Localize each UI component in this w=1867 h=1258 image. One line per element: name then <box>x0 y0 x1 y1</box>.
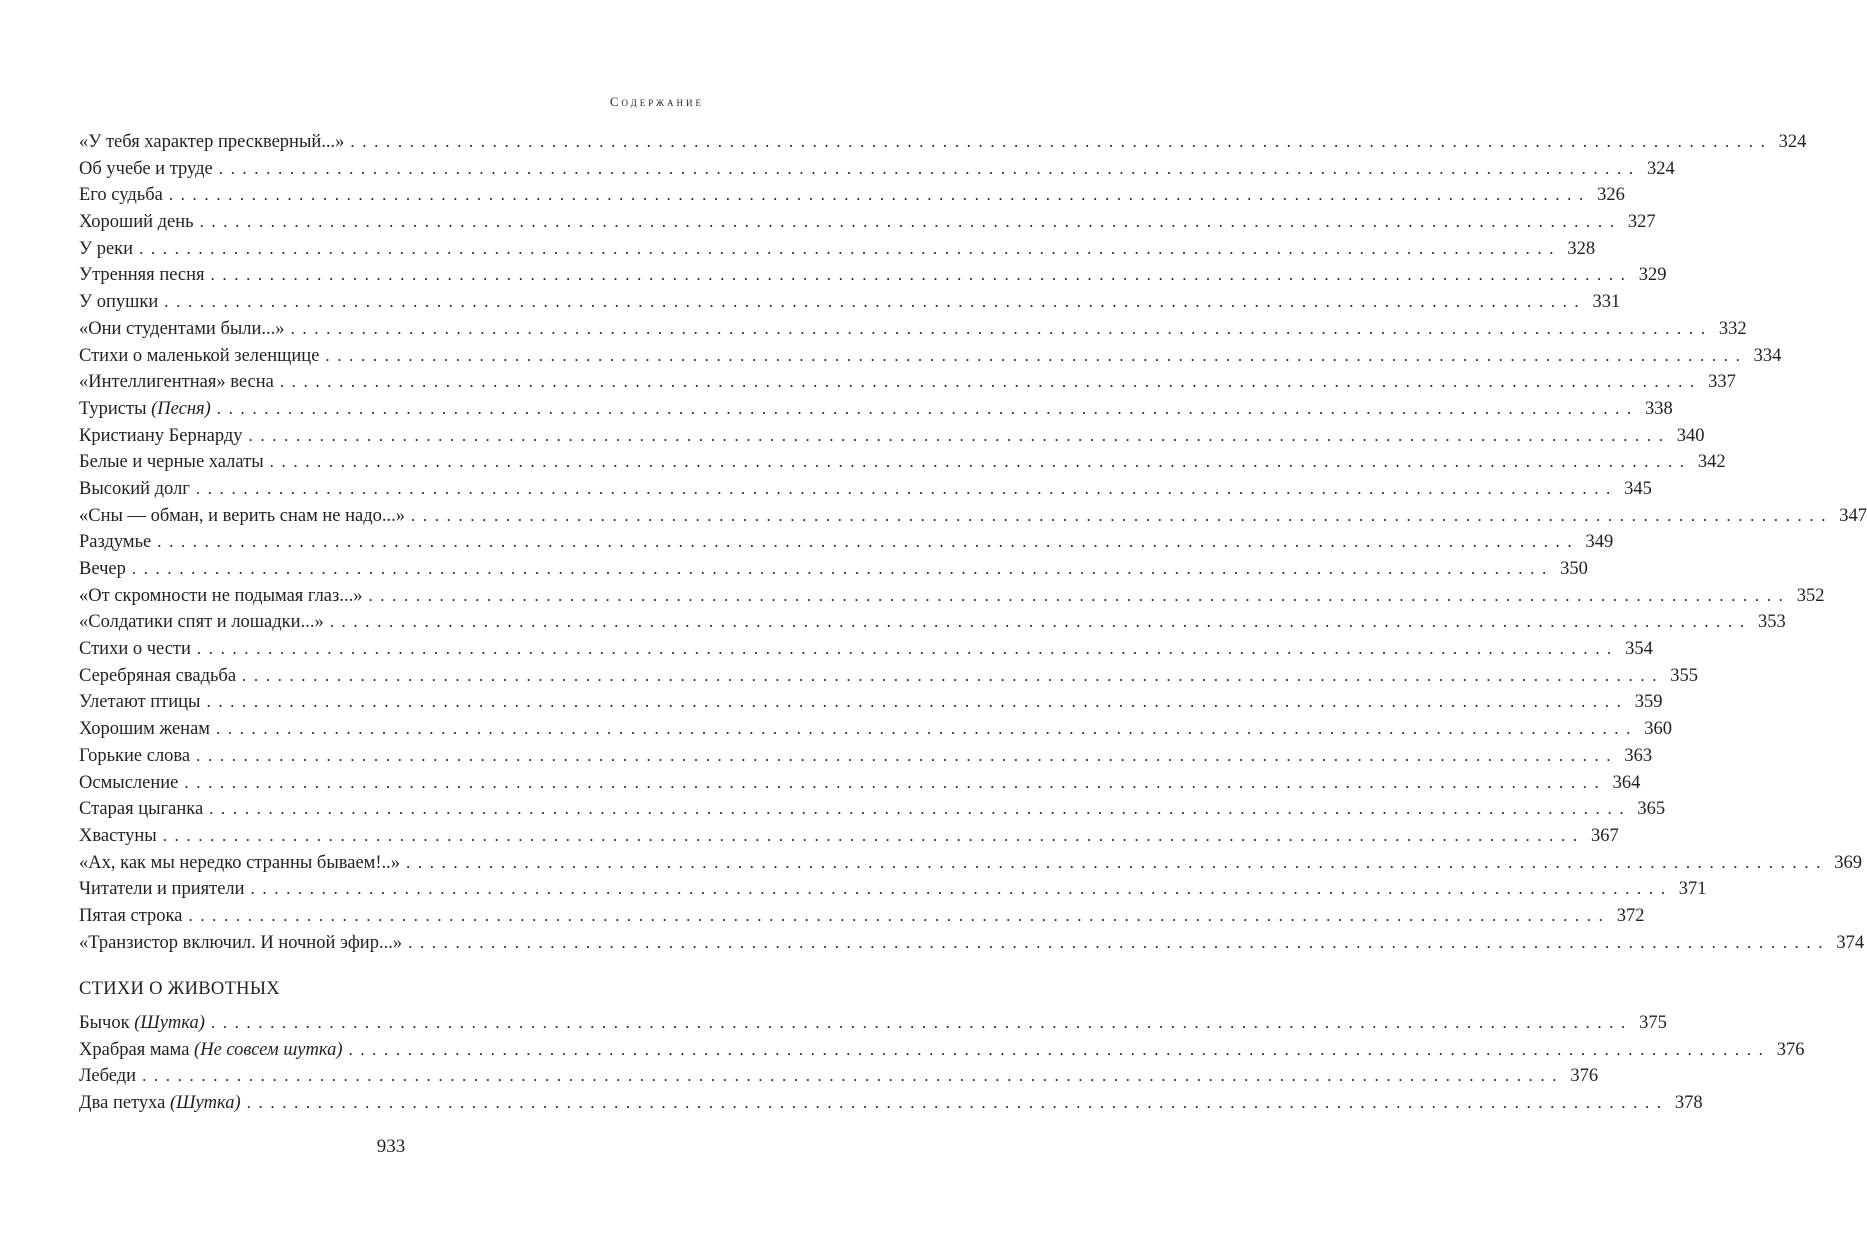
toc-entry-page: 327 <box>1627 212 1656 233</box>
toc-entry-title <box>79 903 182 930</box>
toc-entry-title-text: Читатели и приятели <box>79 879 245 900</box>
toc-entry-page: 337 <box>1708 372 1736 393</box>
toc-entry-title-text: Стихи о маленькой зеленщице <box>79 345 320 366</box>
toc-entry-page: 374 <box>1836 932 1865 953</box>
toc-entry-title-text: Туристы <box>79 398 147 419</box>
toc-entry-title-text: Осмысление <box>79 772 179 793</box>
toc-entry-page: 365 <box>1637 799 1666 820</box>
toc-entry-title-text: Утренняя песня <box>79 265 205 286</box>
toc-entry-title-text: Раздумье <box>79 532 152 553</box>
toc-entry-page: 364 <box>1612 772 1641 793</box>
dot-leader: ........................................................................................................................ <box>348 1039 1771 1059</box>
toc-entry-title-text: Два петуха <box>79 1093 166 1114</box>
toc-entry-title-text: Стихи о чести <box>79 639 191 660</box>
toc-entry-page: 355 <box>1670 665 1699 686</box>
toc-entry-title <box>79 609 324 636</box>
toc-entry-title-text: Улетают птицы <box>79 692 201 713</box>
toc-entry-title <box>79 770 178 797</box>
toc-entry <box>79 930 1865 957</box>
dot-leader: ........................................................................................................................ <box>196 639 1619 659</box>
toc-entry-page: 376 <box>1570 1066 1599 1087</box>
toc-entry-page: 326 <box>1597 185 1625 206</box>
toc-entry-subtitle: (Шутка) <box>134 1013 205 1033</box>
toc-entry-title-text: Храбрая мама <box>79 1039 190 1060</box>
toc-entry-title <box>79 129 344 156</box>
toc-entry-title <box>79 876 245 903</box>
toc-entry <box>79 1037 1805 1064</box>
section-heading: СТИХИ О ЖИВОТНЫХ <box>79 979 280 999</box>
toc-entry-page: 338 <box>1645 398 1673 419</box>
page-number: 933 <box>376 1136 406 1157</box>
toc-entry <box>79 476 1652 503</box>
toc-entry-title <box>79 262 205 289</box>
toc-entry-title-text: Бычок <box>79 1013 130 1033</box>
toc-entry-title <box>79 209 194 236</box>
dot-leader: ........................................................................................................................ <box>139 238 1562 258</box>
dot-leader: ........................................................................................................................ <box>164 292 1587 312</box>
toc-entry-title-text: «Они студентами были...» <box>79 318 285 339</box>
toc-entry-page: 360 <box>1644 719 1672 740</box>
dot-leader: ........................................................................................................................ <box>216 398 1639 418</box>
toc-entry-title <box>79 689 200 716</box>
toc-entry-page: 375 <box>1639 1013 1667 1033</box>
toc-entry-title <box>79 476 190 503</box>
toc-entry-title-text: Его судьба <box>79 185 163 206</box>
toc-entry <box>79 529 1614 556</box>
toc-list-animals <box>79 1010 1805 1117</box>
toc-entry <box>79 743 1653 770</box>
toc-entry <box>79 209 1656 236</box>
toc-entry-title-text: Серебряная свадьба <box>79 665 237 686</box>
dot-leader: ........................................................................................................................ <box>290 318 1713 338</box>
toc-entry <box>79 823 1619 850</box>
dot-leader: ........................................................................................................................ <box>184 772 1607 792</box>
toc-entry-title-text: Пятая строка <box>79 905 183 926</box>
toc-entry-title <box>79 423 243 450</box>
dot-leader: ........................................................................................................................ <box>279 372 1702 392</box>
toc-entry-page: 332 <box>1718 318 1747 339</box>
toc-entry-title-text: Об учебе и труде <box>79 158 213 179</box>
dot-leader: ........................................................................................................................ <box>269 452 1692 472</box>
toc-entry <box>79 316 1747 343</box>
toc-entry-title-text: «Интеллигентная» весна <box>79 372 274 393</box>
toc-entry-title <box>79 636 191 663</box>
dot-leader: ........................................................................................................................ <box>168 185 1591 205</box>
dot-leader: ........................................................................................................................ <box>248 425 1671 445</box>
toc-entry-title <box>79 236 133 263</box>
toc-entry <box>79 182 1625 209</box>
toc-entry-page: 350 <box>1560 559 1588 579</box>
toc-entry-page: 372 <box>1616 905 1645 926</box>
toc-entry-title <box>79 1063 136 1090</box>
toc-entry <box>79 369 1736 396</box>
dot-leader: ........................................................................................................................ <box>218 158 1641 178</box>
dot-leader: ........................................................................................................................ <box>157 532 1580 552</box>
toc-entry-page: 324 <box>1778 132 1807 152</box>
toc-entry-page: 371 <box>1678 879 1707 900</box>
toc-entry-title <box>79 556 126 583</box>
toc-entry-title-text: Горькие слова <box>79 745 191 766</box>
toc-entry-title-text: «Транзистор включил. И ночной эфир...» <box>79 932 403 953</box>
toc-entry <box>79 343 1782 370</box>
dot-leader: ........................................................................................................................ <box>142 1066 1565 1086</box>
toc-entry <box>79 663 1699 690</box>
dot-leader: ........................................................................................................................ <box>242 665 1665 685</box>
toc-entry-page: 369 <box>1834 852 1863 873</box>
running-head: Содержание <box>609 94 704 109</box>
toc-entry-title <box>79 930 402 957</box>
toc-entry-page: 331 <box>1592 292 1621 313</box>
toc-entry-title <box>79 182 163 209</box>
toc-entry-title <box>79 743 190 770</box>
dot-leader: ........................................................................................................................ <box>250 879 1673 899</box>
toc-entry-title-text: Старая цыганка <box>79 799 204 820</box>
toc-entry-title-text: «У тебя характер прескверный...» <box>79 132 345 152</box>
toc-entry <box>79 609 1786 636</box>
toc-entry-title <box>79 449 264 476</box>
toc-entry-title <box>79 1010 205 1037</box>
toc-entry-title-text: Хвастуны <box>79 825 157 846</box>
toc-entry <box>79 396 1673 423</box>
toc-entry-page: 328 <box>1567 238 1596 259</box>
toc-entry-title-text: Высокий долг <box>79 478 190 499</box>
dot-leader: ........................................................................................................................ <box>408 932 1831 952</box>
toc-entry-title <box>79 796 203 823</box>
toc-entry-title-text: «От скромности не подымая глаз...» <box>79 585 363 606</box>
toc-entry-title <box>79 1037 342 1064</box>
toc-entry-title <box>79 369 274 396</box>
toc-entry-title-text: У реки <box>79 238 134 259</box>
toc-entry <box>79 129 1807 156</box>
toc-entry-title <box>79 529 151 556</box>
dot-leader: ........................................................................................................................ <box>350 132 1773 151</box>
toc-entry-title <box>79 850 400 877</box>
toc-entry-title <box>79 1090 241 1117</box>
dot-leader: ........................................................................................................................ <box>195 478 1618 498</box>
dot-leader: ........................................................................................................................ <box>210 1013 1633 1032</box>
toc-entry <box>79 770 1641 797</box>
toc-entry-page: 367 <box>1590 825 1619 846</box>
dot-leader: ........................................................................................................................ <box>216 719 1638 739</box>
toc-entry <box>79 876 1707 903</box>
dot-leader: ........................................................................................................................ <box>210 265 1633 285</box>
toc-entry-page: 334 <box>1753 345 1782 366</box>
toc-entry <box>79 689 1663 716</box>
dot-leader: ........................................................................................................................ <box>246 1093 1669 1113</box>
toc-entry <box>79 423 1705 450</box>
dot-leader: ........................................................................................................................ <box>188 905 1611 925</box>
dot-leader: ........................................................................................................................ <box>206 692 1629 712</box>
toc-entry <box>79 289 1621 316</box>
toc-entry <box>79 850 1863 877</box>
toc-entry <box>79 583 1825 610</box>
toc-entry-title <box>79 823 157 850</box>
toc-entry <box>79 156 1675 183</box>
toc-entry-title-text: «Сны — обман, и верить снам не надо...» <box>79 505 406 526</box>
toc-list-main <box>79 129 1867 956</box>
toc-entry-title <box>79 583 362 610</box>
toc-entry-page: 342 <box>1697 452 1726 473</box>
dot-leader: ........................................................................................................................ <box>329 612 1752 632</box>
toc-entry <box>79 262 1667 289</box>
dot-leader: ........................................................................................................................ <box>368 585 1791 605</box>
toc-entry-page: 353 <box>1757 612 1786 633</box>
toc-entry-subtitle: (Шутка) <box>170 1093 241 1114</box>
toc-entry <box>79 1090 1703 1117</box>
toc-entry-subtitle: (Не совсем шутка) <box>194 1039 343 1060</box>
toc-entry-title <box>79 663 236 690</box>
dot-leader: ........................................................................................................................ <box>162 825 1585 845</box>
toc-entry-title-text: Вечер <box>79 559 126 579</box>
toc-entry-title-text: Хорошим женам <box>79 719 210 740</box>
toc-entry-title-text: «Солдатики спят и лошадки...» <box>79 612 324 633</box>
toc-entry-title-text: «Ах, как мы нередко странны бываем!..» <box>79 852 401 873</box>
dot-leader: ........................................................................................................................ <box>411 505 1834 525</box>
dot-leader: ........................................................................................................................ <box>325 345 1748 365</box>
toc-entry-title <box>79 396 211 423</box>
toc-entry-title-text: Лебеди <box>79 1066 137 1087</box>
toc-entry-title-text: У опушки <box>79 292 159 313</box>
toc-entry-title <box>79 343 319 370</box>
dot-leader: ........................................................................................................................ <box>199 212 1622 232</box>
toc-entry <box>79 1063 1599 1090</box>
toc-entry-title-text: Белые и черные халаты <box>79 452 264 473</box>
toc-entry-page: 347 <box>1839 505 1867 526</box>
toc-entry <box>79 236 1596 263</box>
toc-entry-page: 349 <box>1585 532 1614 553</box>
dot-leader: ........................................................................................................................ <box>196 745 1619 765</box>
toc-entry-title <box>79 716 210 743</box>
toc-entry-subtitle: (Песня) <box>151 398 211 419</box>
dot-leader: ........................................................................................................................ <box>209 799 1632 819</box>
toc-entry <box>79 503 1867 530</box>
toc-entry-page: 324 <box>1646 158 1675 179</box>
toc-entry <box>79 556 1588 583</box>
toc-entry-page: 376 <box>1776 1039 1805 1060</box>
dot-leader: ........................................................................................................................ <box>406 852 1829 872</box>
toc-entry-page: 352 <box>1796 585 1825 606</box>
toc-entry-page: 340 <box>1676 425 1705 446</box>
toc-entry-page: 329 <box>1638 265 1667 286</box>
toc-entry-page: 378 <box>1674 1093 1703 1114</box>
toc-entry-title-text: Хороший день <box>79 212 194 233</box>
toc-entry-title <box>79 503 405 530</box>
toc-entry-page: 359 <box>1634 692 1663 713</box>
toc-entry <box>79 903 1645 930</box>
toc-entry-page: 345 <box>1624 478 1652 499</box>
toc-entry <box>79 449 1726 476</box>
dot-leader: ........................................................................................................................ <box>131 559 1554 578</box>
toc-entry-title <box>79 156 213 183</box>
toc-entry-page: 363 <box>1624 745 1653 766</box>
toc-entry-page: 354 <box>1625 639 1653 660</box>
toc-entry-title <box>79 289 158 316</box>
toc-entry-title <box>79 316 285 343</box>
toc-entry <box>79 636 1653 663</box>
toc-entry <box>79 716 1672 743</box>
toc-entry <box>79 1010 1667 1037</box>
toc-entry-title-text: Кристиану Бернарду <box>79 425 243 446</box>
toc-entry <box>79 796 1666 823</box>
